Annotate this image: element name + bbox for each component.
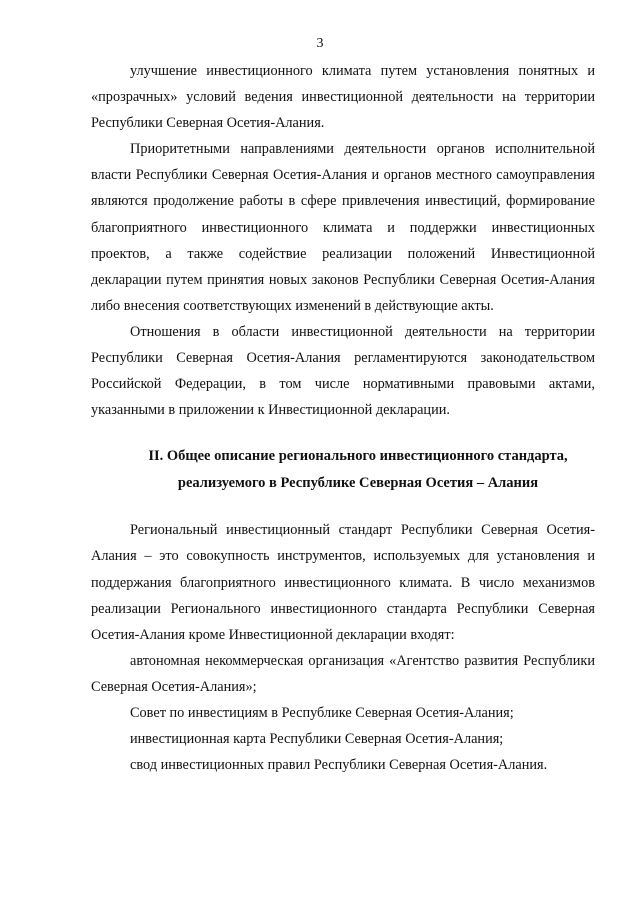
spacer [91,423,595,443]
spacer [91,496,595,517]
list-item-agency: автономная некоммерческая организация «Агентство развития Республики Северная Осетия-Алания»; [91,652,595,695]
paragraph-investment-climate: улучшение инвестиционного климата путем установления понятных и «прозрачных» условий ведения инвестиционной деятельности на территории Республики Северная Осетия-Алания. [91,63,595,132]
list-item-council: Совет по инвестициям в Республике Северная Осетия-Алания; [130,704,514,721]
list-item-investment-rules: свод инвестиционных правил Республики Северная Осетия-Алания. [130,757,548,774]
section-heading-line-1: II. Общее описание регионального инвестиционного стандарта, [148,448,568,465]
page-number: 3 [316,36,324,51]
document-body [91,58,595,778]
section-heading [91,443,595,496]
list-item-investment-map: инвестиционная карта Республики Северная Осетия-Алания; [130,731,504,748]
paragraph-regulation: Отношения в области инвестиционной деятельности на территории Республики Северная Осетия-Алания регламентируются законодательством Российской Федерации, в том числе нормативными правовыми актами, указанными в приложении к Инвестиционной декларации. [91,323,595,419]
paragraph-standard-definition: Региональный инвестиционный стандарт Республики Северная Осетия-Алания – это совокупность инструментов, используемых для установления и поддержания благоприятного инвестиционного климата. В число механизмов реализации Регионального инвестиционного стандарта Республики Северная Осетия-Алания кроме Инвестиционной декларации входят: [91,522,595,643]
section-heading-line-2: реализуемого в Республике Северная Осетия – Алания [177,474,539,491]
paragraph-priority-directions: Приоритетными направлениями деятельности органов исполнительной власти Республики Северная Осетия-Алания и органов местного самоуправления являются продолжение работы в сфере привлечения инвестиций, формирование благоприятного инвестиционного климата и поддержки инвестиционных проектов, а также содействие реализации положений Инвестиционной декларации путем принятия новых законов Республики Северная Осетия-Алания либо внесения соответствующих изменений в действующие акты. [91,141,595,314]
